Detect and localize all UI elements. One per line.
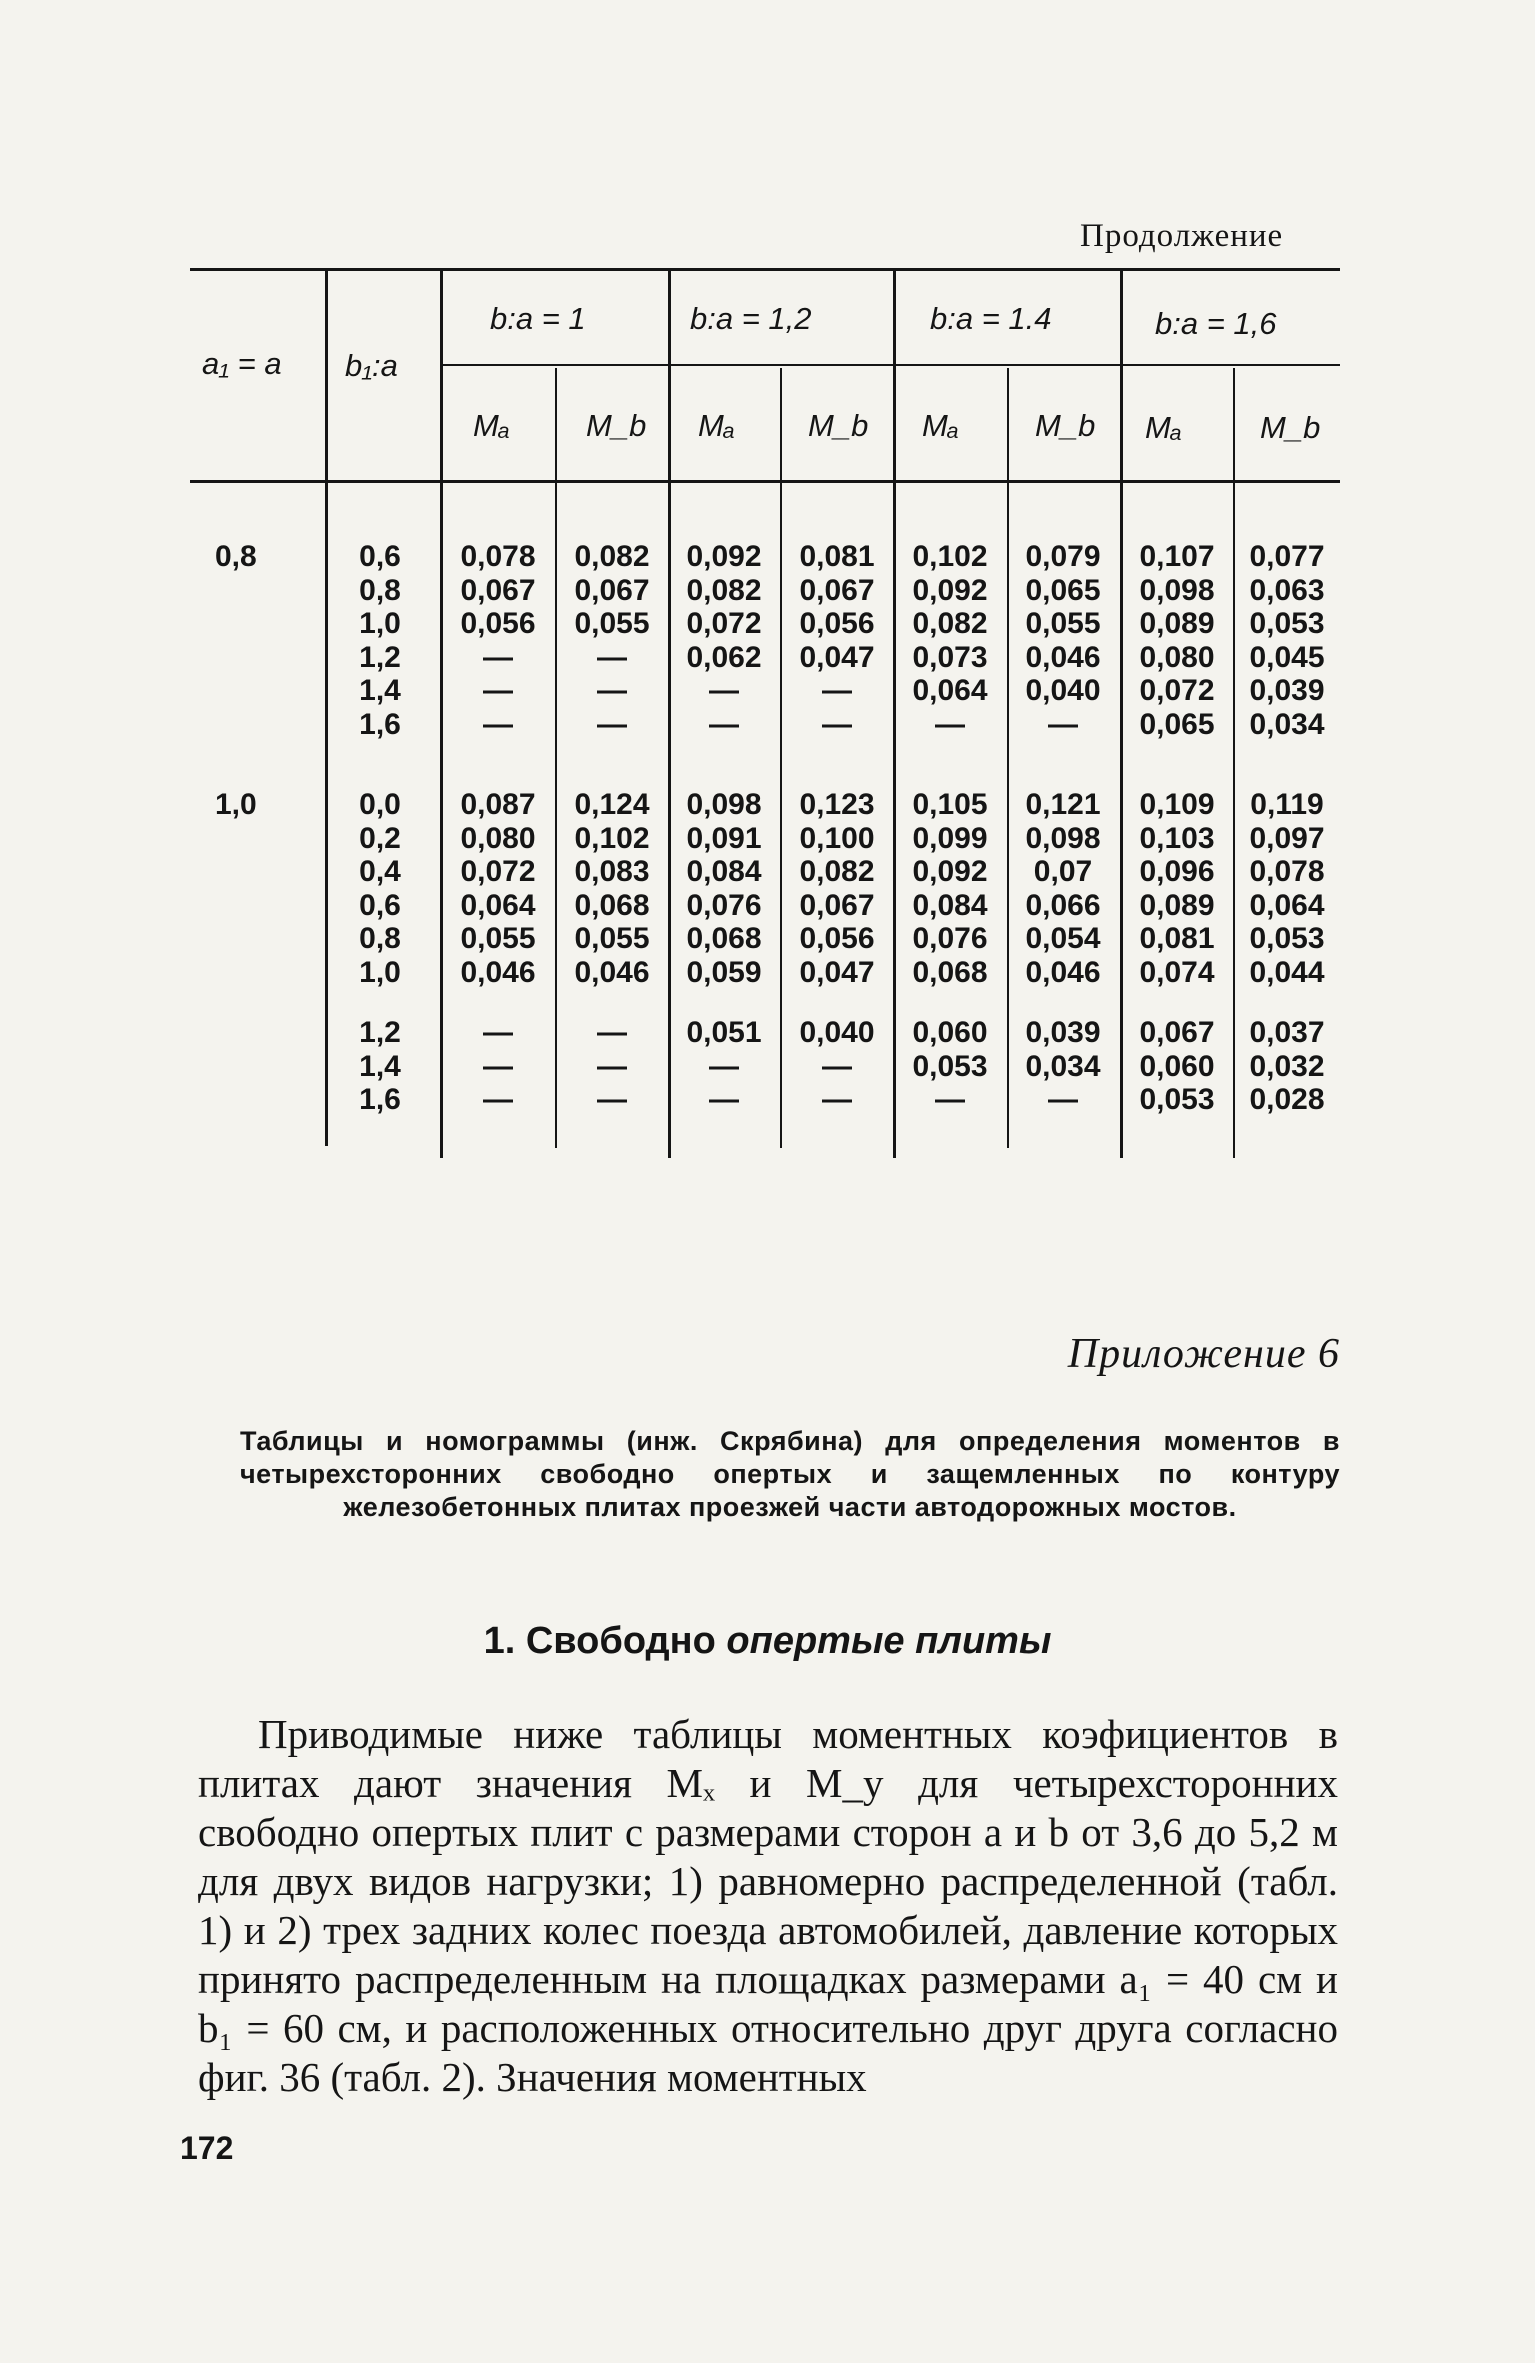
table-cell: 0,067 <box>574 573 650 607</box>
table-cell: — <box>483 707 513 741</box>
table-cell: 0,082 <box>799 855 875 888</box>
table-cell: 0,068 <box>574 888 650 922</box>
table-cell: 0,080 <box>1139 640 1215 674</box>
table-cell: 0,105 <box>912 788 988 821</box>
table-cell: 0,082 <box>912 607 988 640</box>
table-cell: — <box>483 1083 513 1116</box>
table-cell: 0,100 <box>799 821 875 855</box>
table-cell: 0,062 <box>686 640 762 674</box>
table-cell: 0,039 <box>1025 1016 1101 1049</box>
col-rule-g2 <box>893 268 896 1158</box>
table-cell: 0,092 <box>912 855 988 888</box>
page-number: 172 <box>180 2130 234 2166</box>
table-cell: 0,060 <box>1139 1049 1215 1083</box>
table-cell: 0,060 <box>912 1016 988 1049</box>
header-group-3: b:a = 1.4 <box>930 301 1052 336</box>
table-cell: 0,063 <box>1249 573 1325 607</box>
table-cell: 0,099 <box>912 821 988 855</box>
col-rule-g2-sub <box>780 368 782 1148</box>
table-cell: 0,07 <box>1033 855 1093 888</box>
table-cell: 0,053 <box>1249 922 1325 955</box>
table-cell: 0,056 <box>799 607 875 640</box>
table-cell: 0,098 <box>686 788 762 821</box>
table-cell: 0,067 <box>799 888 875 922</box>
table-cell: 0,072 <box>1139 674 1215 707</box>
table-cell: 0,068 <box>912 955 988 989</box>
appendix-title: Приложение 6 <box>1067 1331 1340 1377</box>
table-cell: 0,076 <box>912 922 988 955</box>
col-rule-g3 <box>1120 268 1123 1158</box>
col-rule-b1 <box>440 268 443 1158</box>
table-cell: — <box>483 674 513 707</box>
continuation-label: Продолжение <box>1080 218 1284 254</box>
section-word-1: Свободно <box>525 1620 716 1662</box>
table-cell: 0,123 <box>799 788 875 821</box>
b1-value: 1,2 <box>359 640 401 674</box>
b1-value: 0,6 <box>359 888 401 922</box>
table-cell: 0,065 <box>1139 707 1215 741</box>
table-cell: 0,040 <box>1025 674 1101 707</box>
table-cell: 0,046 <box>1025 640 1101 674</box>
table-cell: 0,097 <box>1249 821 1325 855</box>
header-a1: a₁ = a <box>202 346 282 381</box>
table-cell: 0,082 <box>686 573 762 607</box>
table-cell: 0,091 <box>686 821 762 855</box>
table-cell: 0,074 <box>1139 955 1215 989</box>
b1-value: 1,0 <box>359 607 401 640</box>
table-cell: 0,044 <box>1249 955 1325 989</box>
table-cell: — <box>483 640 513 674</box>
table-cell: 0,067 <box>460 573 536 607</box>
table-cell: 0,054 <box>1025 922 1101 955</box>
table-cell: 0,096 <box>1139 855 1215 888</box>
table-cell: 0,046 <box>574 955 650 989</box>
b1-value: 1,6 <box>359 1083 401 1116</box>
table-cell: 0,077 <box>1249 540 1325 573</box>
table-cell: 0,068 <box>686 922 762 955</box>
table-cell: 0,053 <box>912 1049 988 1083</box>
header-sub-mb-4: M_b <box>1260 410 1321 445</box>
table-cell: 0,055 <box>460 922 536 955</box>
table-cell: 0,040 <box>799 1016 875 1049</box>
table-cell: — <box>822 674 852 707</box>
table-cell: 0,089 <box>1139 888 1215 922</box>
b1-value: 1,6 <box>359 707 401 741</box>
table-cell: 0,047 <box>799 955 875 989</box>
table-cell: 0,064 <box>912 674 988 707</box>
table-top-rule <box>190 268 1340 271</box>
table-cell: 0,067 <box>1139 1016 1215 1049</box>
table-cell: 0,045 <box>1249 640 1325 674</box>
table-cell: — <box>709 707 739 741</box>
table-cell: 0,124 <box>574 788 650 821</box>
b1-value: 1,4 <box>359 1049 401 1083</box>
table-cell: — <box>709 1049 739 1083</box>
table-cell: 0,102 <box>912 540 988 573</box>
table-cell: — <box>483 1049 513 1083</box>
a1-value: 1,0 <box>215 788 257 821</box>
table-cell: — <box>597 1083 627 1116</box>
header-sub-ma-2: Mₐ <box>698 408 735 443</box>
moment-coefficient-table <box>190 268 1340 1158</box>
group-header-rule <box>442 364 1340 366</box>
section-number: 1. <box>483 1620 516 1662</box>
col-rule-a1 <box>325 268 328 1146</box>
table-cell: — <box>822 1083 852 1116</box>
table-cell: 0,053 <box>1139 1083 1215 1116</box>
table-cell: 0,083 <box>574 855 650 888</box>
table-cell: 0,121 <box>1025 788 1101 821</box>
header-group-4: b:a = 1,6 <box>1155 306 1277 341</box>
table-cell: 0,079 <box>1025 540 1101 573</box>
table-cell: 0,067 <box>799 573 875 607</box>
table-cell: 0,107 <box>1139 540 1215 573</box>
table-cell: — <box>597 707 627 741</box>
table-cell: — <box>709 674 739 707</box>
header-group-1: b:a = 1 <box>490 301 586 336</box>
table-cell: 0,039 <box>1249 674 1325 707</box>
table-cell: 0,081 <box>1139 922 1215 955</box>
table-cell: 0,034 <box>1249 707 1325 741</box>
table-cell: 0,046 <box>460 955 536 989</box>
table-cell: 0,059 <box>686 955 762 989</box>
table-cell: 0,055 <box>574 607 650 640</box>
table-cell: 0,119 <box>1250 788 1324 821</box>
b1-value: 1,4 <box>359 674 401 707</box>
table-cell: 0,064 <box>460 888 536 922</box>
header-b1: b₁:a <box>345 348 398 383</box>
table-cell: 0,081 <box>799 540 875 573</box>
table-cell: 0,046 <box>1025 955 1101 989</box>
table-cell: — <box>822 707 852 741</box>
table-cell: — <box>597 674 627 707</box>
table-cell: 0,098 <box>1139 573 1215 607</box>
table-cell: 0,056 <box>799 922 875 955</box>
table-cell: 0,051 <box>686 1016 762 1049</box>
table-cell: 0,087 <box>460 788 536 821</box>
header-bottom-rule <box>190 480 1340 483</box>
section-heading <box>0 1620 1535 1663</box>
table-cell: 0,078 <box>1249 855 1325 888</box>
table-cell: 0,065 <box>1025 573 1101 607</box>
body-paragraph: Приводимые ниже таблицы моментных коэфициентов в плитах дают значения Mₓ и M_y для четырехсторонних свободно опертых плит с размерами сторон a и b от 3,6 до 5,2 м для двух видов нагрузки; 1) равномерно распределенной (табл. 1) и 2) трех задних колес поезда автомобилей, давление которых принято распределенным на площадках размерами a₁ = 40 см и b₁ = 60 см, и расположенных относительно друг друга согласно фиг. 36 (табл. 2). Значения моментных <box>198 1711 1338 2100</box>
header-sub-ma-4: Mₐ <box>1145 410 1182 445</box>
table-cell: 0,092 <box>686 540 762 573</box>
b1-value: 0,6 <box>359 540 401 573</box>
header-sub-ma-1: Mₐ <box>473 408 510 443</box>
table-cell: 0,109 <box>1139 788 1215 821</box>
col-rule-g3-sub <box>1007 368 1009 1148</box>
table-cell: 0,098 <box>1025 821 1101 855</box>
b1-value: 0,2 <box>359 821 401 855</box>
table-cell: 0,102 <box>574 821 650 855</box>
table-cell: 0,055 <box>1025 607 1101 640</box>
table-cell: 0,092 <box>912 573 988 607</box>
table-cell: 0,084 <box>912 888 988 922</box>
col-rule-g1 <box>668 268 671 1158</box>
col-rule-g1-sub <box>555 368 557 1148</box>
table-cell: 0,053 <box>1249 607 1325 640</box>
a1-value: 0,8 <box>215 540 257 573</box>
header-sub-mb-3: M_b <box>1035 408 1096 443</box>
table-cell: — <box>709 1083 739 1116</box>
table-cell: — <box>597 1049 627 1083</box>
header-sub-ma-3: Mₐ <box>922 408 959 443</box>
table-cell: 0,080 <box>460 821 536 855</box>
header-sub-mb-2: M_b <box>808 408 869 443</box>
table-cell: — <box>1048 707 1078 741</box>
col-rule-g4-sub <box>1233 368 1235 1158</box>
b1-value: 1,0 <box>359 955 401 989</box>
section-word-rest: опертые плиты <box>726 1620 1052 1662</box>
table-cell: 0,028 <box>1249 1083 1325 1116</box>
b1-value: 1,2 <box>359 1016 401 1049</box>
table-cell: 0,082 <box>574 540 650 573</box>
table-cell: 0,034 <box>1025 1049 1101 1083</box>
header-group-2: b:a = 1,2 <box>690 301 812 336</box>
table-cell: — <box>1048 1083 1078 1116</box>
table-cell: 0,078 <box>460 540 536 573</box>
table-cell: 0,056 <box>460 607 536 640</box>
table-cell: — <box>597 1016 627 1049</box>
table-cell: 0,084 <box>686 855 762 888</box>
b1-value: 0,8 <box>359 922 401 955</box>
table-cell: 0,055 <box>574 922 650 955</box>
table-cell: — <box>822 1049 852 1083</box>
table-cell: 0,076 <box>686 888 762 922</box>
table-cell: 0,072 <box>686 607 762 640</box>
b1-value: 0,4 <box>359 855 401 888</box>
table-cell: 0,089 <box>1139 607 1215 640</box>
header-sub-mb-1: M_b <box>586 408 647 443</box>
b1-value: 0,8 <box>359 573 401 607</box>
table-cell: — <box>483 1016 513 1049</box>
table-cell: 0,064 <box>1249 888 1325 922</box>
table-cell: 0,066 <box>1025 888 1101 922</box>
table-cell: 0,032 <box>1249 1049 1325 1083</box>
b1-value: 0,0 <box>359 788 401 821</box>
table-cell: 0,103 <box>1139 821 1215 855</box>
table-cell: 0,047 <box>799 640 875 674</box>
appendix-caption: Таблицы и номограммы (инж. Скрябина) для определения моментов в четырехсторонних свободно опертых и защемленных по контуру железобетонных плитах проезжей части автодорожных мостов. <box>240 1426 1340 1522</box>
table-cell: — <box>935 707 965 741</box>
table-cell: — <box>597 640 627 674</box>
table-cell: 0,037 <box>1249 1016 1325 1049</box>
table-cell: 0,072 <box>460 855 536 888</box>
table-cell: 0,073 <box>912 640 988 674</box>
table-cell: — <box>935 1083 965 1116</box>
